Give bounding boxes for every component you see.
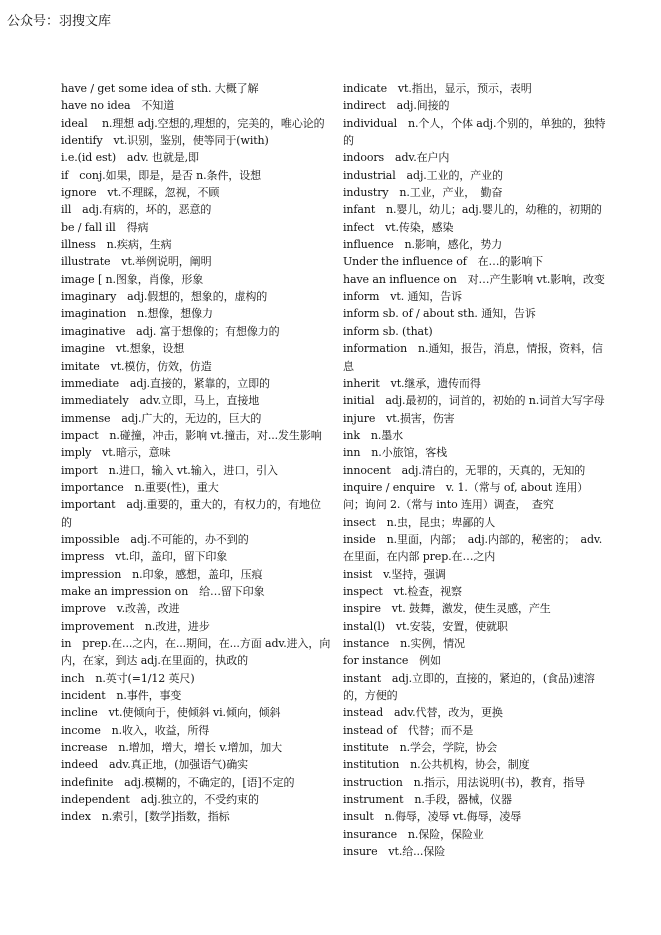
vocab-entry: individual n.个人，个体 adj.个别的，单独的，独特的 [343,116,606,148]
vocab-entry: instead of 代替；而不是 [343,723,474,737]
vocab-entry: indirect adj.间接的 [343,99,450,113]
vocab-entry: import n.进口，输入 vt.输入，进口，引入 [61,463,278,477]
vocab-entry: inside n.里面，内部； adj.内部的，秘密的； adv. 在里面，在内部 prep.在…之内 [343,532,603,564]
vocab-entry: impact n.碰撞，冲击，影响 vt.撞击，对...发生影响 [61,428,322,442]
vocab-entry: instant adj.立即的，直接的，紧迫的，(食品)速溶的，方便的 [343,671,595,703]
vocab-entry: ill adj.有病的，坏的，恶意的 [61,203,212,217]
vocab-entry: Under the influence of 在…的影响下 [343,255,544,269]
vocab-entry: index n.索引，[数学]指数，指标 [61,810,230,824]
vocab-entry: instrument n.手段，器械，仪器 [343,793,512,807]
vocab-entry: institute n.学会，学院，协会 [343,741,498,755]
vocab-entry: injure vt.损害，伤害 [343,411,455,425]
vocab-entry: indeed adv.真正地，(加强语气)确实 [61,758,248,772]
vocab-entry: insist v.坚持，强调 [343,567,446,581]
vocab-entry: insure vt.给...保险 [343,845,446,859]
vocab-entry: imitate vt.模仿，仿效，仿造 [61,359,212,373]
vocab-entry: if conj.如果，即是，是否 n.条件，设想 [61,168,262,182]
vocab-entry: imagine vt.想象，设想 [61,342,185,356]
vocab-entry: in prep.在...之内，在...期间，在...方面 adv.进入，向内，在家，到达 adj.在里面的，执政的 [61,637,331,668]
vocab-entry: inform sb. of / about sth. 通知，告诉 [343,307,536,321]
vocab-entry: instead adv.代替，改为，更换 [343,706,503,720]
vocab-entry: imaginary adj.假想的，想象的，虚构的 [61,290,268,304]
vocab-entry: improvement n.改进，进步 [61,619,210,633]
vocab-entry: industry n.工业，产业， 勤奋 [343,186,503,200]
vocab-entry: insult n.侮辱，凌辱 vt.侮辱，凌辱 [343,810,522,824]
vocab-entry: imaginative adj. 富于想像的；有想像力的 [61,324,280,338]
vocab-entry: improve v.改善，改进 [61,602,180,616]
vocab-entry: industrial adj.工业的，产业的 [343,168,503,182]
vocab-entry: instal(l) vt.安装，安置，使就职 [343,619,508,633]
vocab-entry: infect vt.传染，感染 [343,220,454,234]
vocab-entry: impression n.印象，感想，盖印，压痕 [61,567,263,581]
vocab-entry: immediately adv.立即，马上，直接地 [61,394,260,408]
vocab-entry: inform sb. (that) [343,324,433,338]
vocab-entry: impress vt.印，盖印，留下印象 [61,550,228,564]
vocab-entry: indefinite adj.模糊的，不确定的，[语]不定的 [61,775,295,789]
vocab-entry: ignore vt.不理睬，忽视，不顾 [61,186,220,200]
vocab-entry: innocent adj.清白的，无罪的，天真的，无知的 [343,463,586,477]
vocab-entry: increase n.增加，增大，增长 v.增加，加大 [61,741,283,755]
vocab-entry: identify vt.识别，鉴别，使等同于(with) [61,134,269,148]
vocab-entry: illness n.疾病，生病 [61,238,172,252]
vocab-entry: ideal n.理想 adj.空想的,理想的，完美的，唯心论的 [61,116,325,130]
vocab-entry: independent adj.独立的，不受约束的 [61,793,259,807]
vocab-entry: inspect vt.检查，视察 [343,584,462,598]
vocab-entry: incident n.事件，事变 [61,689,182,703]
vocab-entry: impossible adj.不可能的，办不到的 [61,532,249,546]
vocab-entry: image [ n.图象，肖像，形象 [61,272,204,286]
vocab-entry: make an impression on 给…留下印象 [61,584,265,598]
vocab-entry: importance n.重要(性)，重大 [61,480,219,494]
vocab-entry: illustrate vt.举例说明，阐明 [61,255,212,269]
vocab-entry: inherit vt.继承，遗传而得 [343,376,481,390]
vocab-entry: imagination n.想像，想像力 [61,307,213,321]
vocab-entry: initial adj.最初的，词首的，初始的 n.词首大写字母 [343,394,605,408]
vocab-entry: instance n.实例，情况 [343,637,465,650]
vocab-entry: be / fall ill 得病 [61,220,149,234]
vocab-entry: immense adj.广大的，无边的，巨大的 [61,411,262,425]
vocab-entry: information n.通知，报告，消息，情报，资料，信息 [343,342,603,373]
vocab-entry: inn n.小旅馆，客栈 [343,446,448,460]
vocab-entry: inch n.英寸(=1/12 英尺) [61,671,195,685]
source-label: 公众号：羽搜文库 [7,14,112,29]
vocab-entry: infant n.婴儿，幼儿；adj.婴儿的，幼稚的，初期的 [343,203,602,217]
vocab-entry: income n.收入，收益，所得 [61,723,210,737]
left-column [61,80,331,826]
vocab-entry: imply vt.暗示，意味 [61,446,171,460]
vocab-entry: i.e.(id est) adv. 也就是,即 [61,151,199,165]
vocab-entry: inform vt. 通知，告诉 [343,290,463,304]
vocab-entry: instruction n.指示，用法说明(书)，教育，指导 [343,775,585,789]
vocab-entry: indoors adv.在户内 [343,151,450,165]
vocab-entry: have an influence on 对…产生影响 vt.影响，改变 [343,272,605,286]
vocab-entry: inspire vt. 鼓舞，激发，使生灵感，产生 [343,602,551,616]
vocab-entry: ink n.墨水 [343,428,404,442]
vocab-entry: insect n.虫，昆虫；卑鄙的人 [343,515,496,529]
vocab-entry: have no idea 不知道 [61,99,175,113]
vocab-entry: indicate vt.指出，显示，预示，表明 [343,82,532,95]
right-column [343,80,606,860]
vocab-entry: incline vt.使倾向于，使倾斜 vi.倾向，倾斜 [61,706,281,720]
vocab-entry: institution n.公共机构，协会，制度 [343,758,530,772]
vocab-entry: influence n.影响，感化，势力 [343,238,503,252]
vocab-entry: important adj.重要的，重大的，有权力的，有地位的 [61,498,321,529]
vocab-entry: immediate adj.直接的，紧靠的，立即的 [61,376,270,390]
vocab-entry: have / get some idea of sth. 大概了解 [61,82,259,95]
vocab-entry: inquire / enquire v. 1.（常与 of, about 连用）问；询问 2.（常与 into 连用）调查， 查究 [343,480,589,512]
vocab-entry: insurance n.保险，保险业 [343,827,484,841]
vocab-entry: for instance 例如 [343,654,441,668]
